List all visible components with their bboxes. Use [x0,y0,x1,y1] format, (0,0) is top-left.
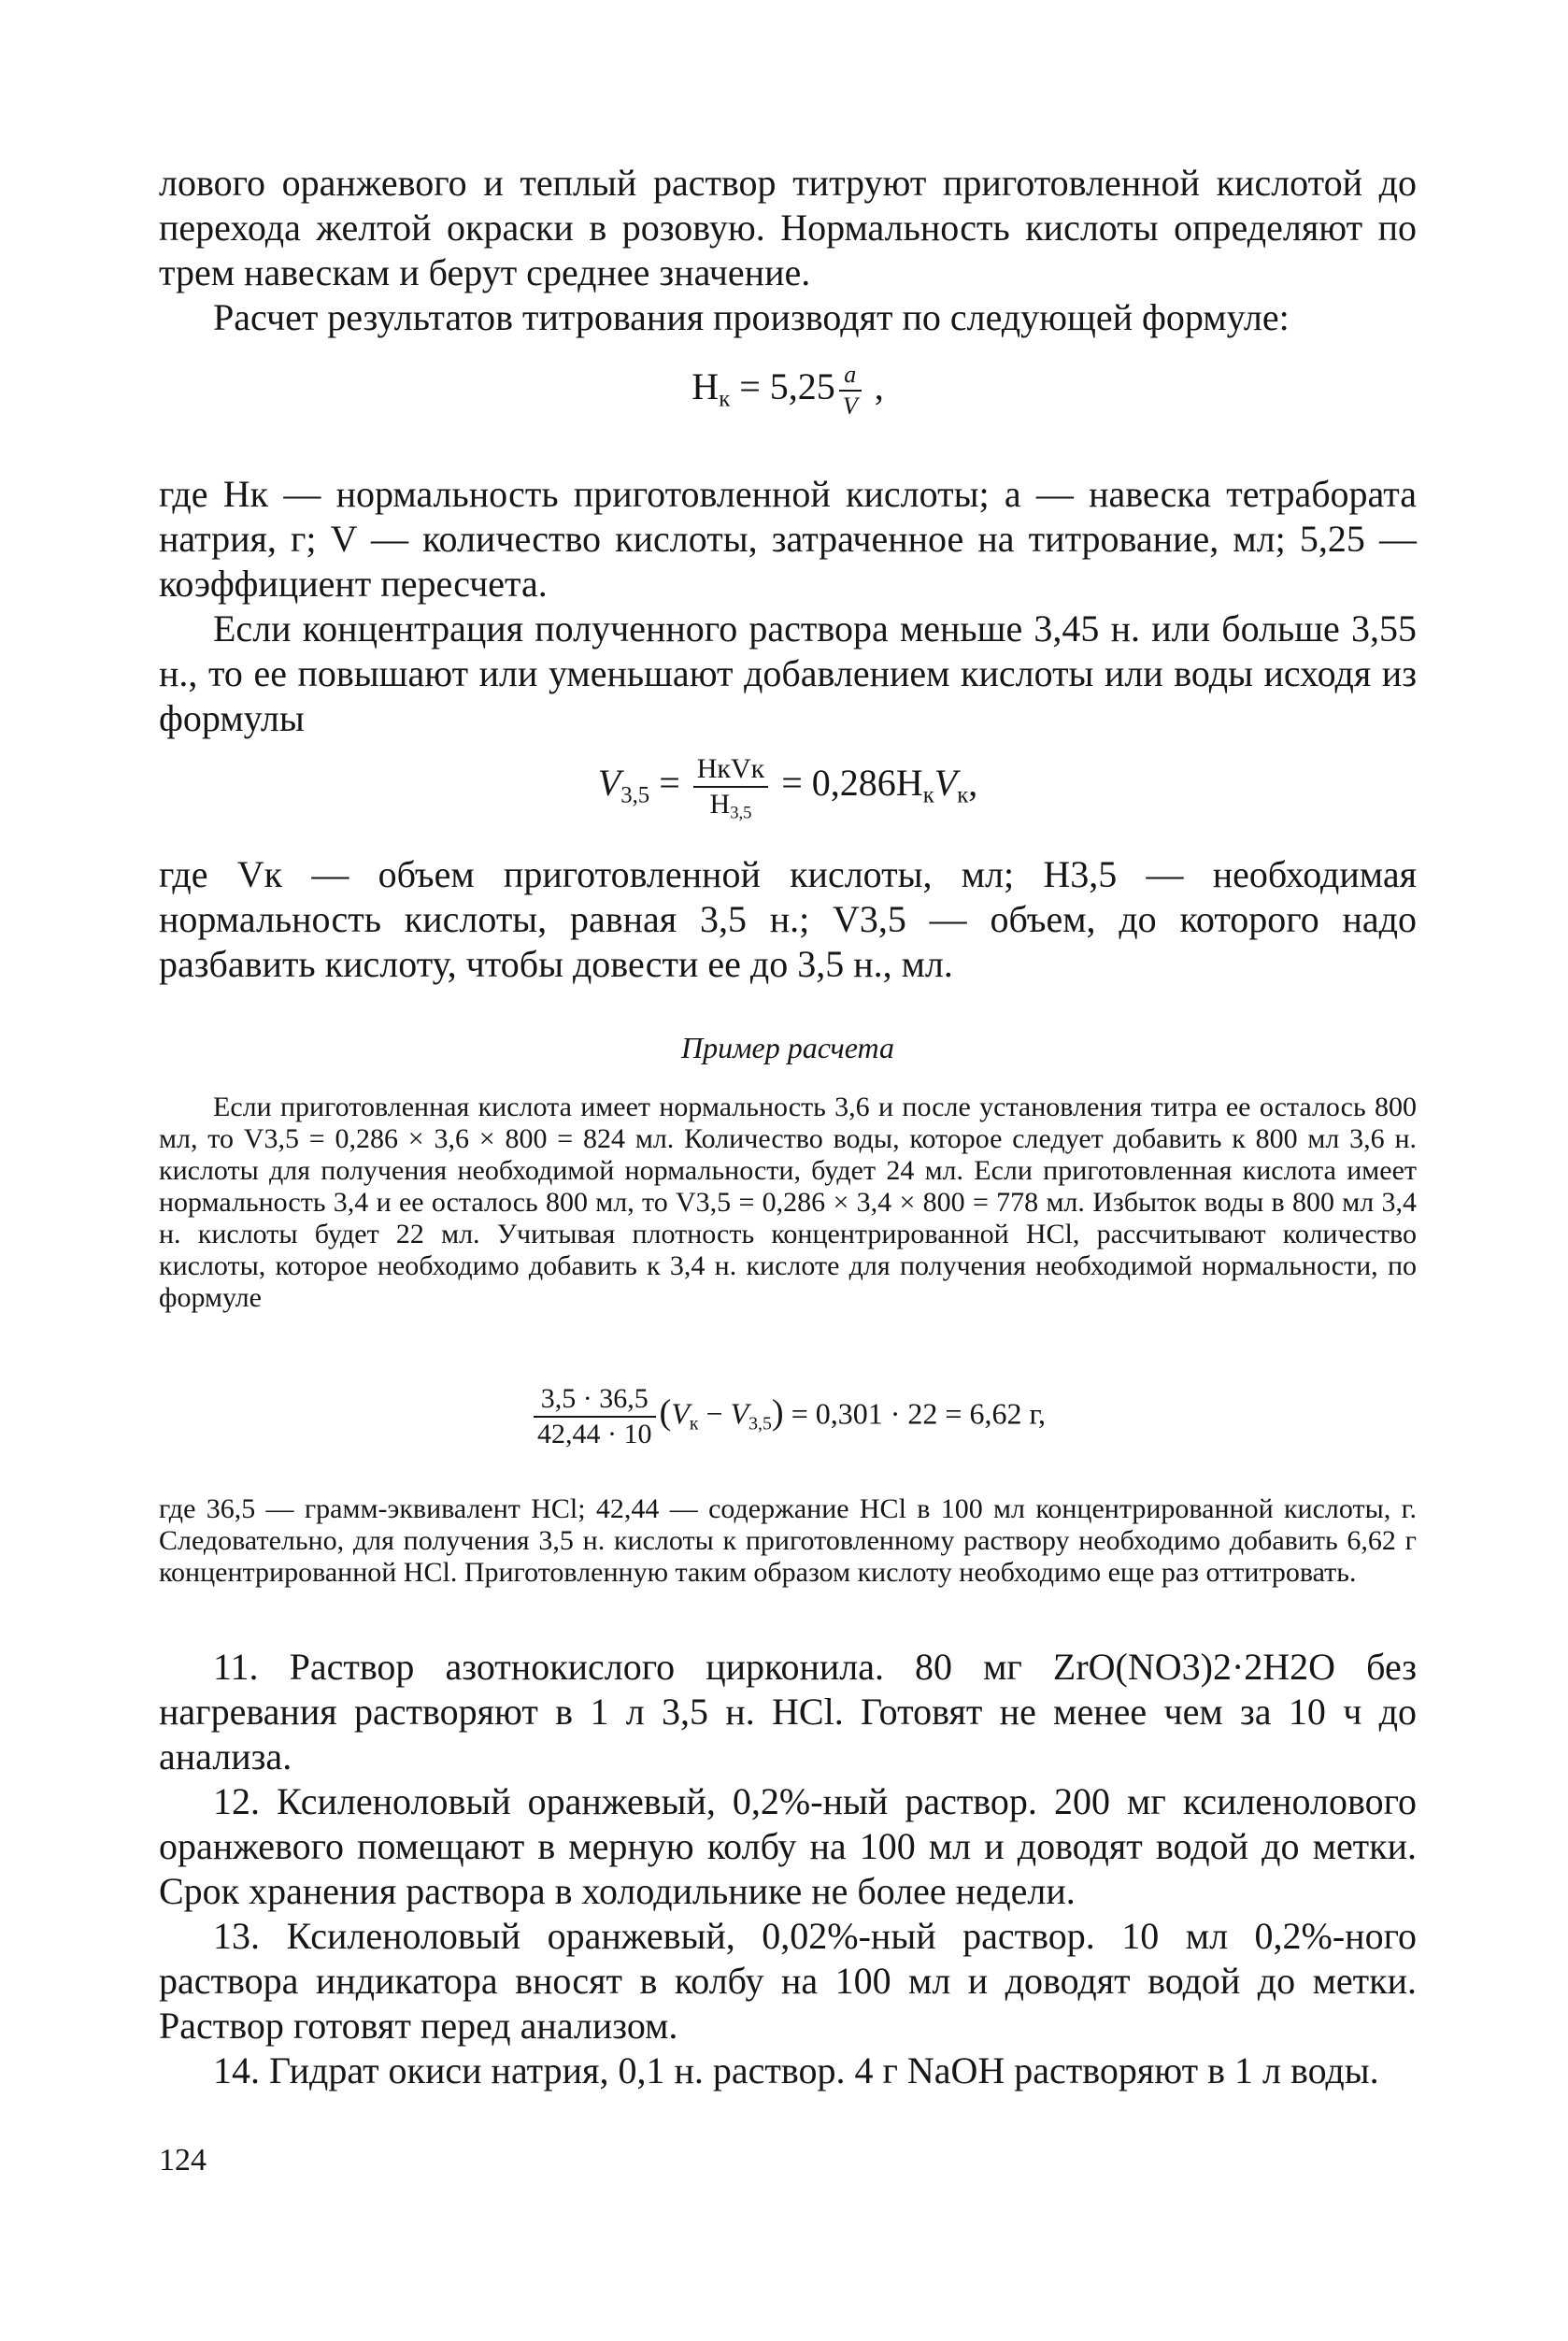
formula1-numerator: a [839,363,862,392]
formula2-lhs: V [597,762,621,805]
example-paragraph: Если приготовленная кислота имеет нормальность 3,6 и после установления титра ее осталось 800 мл, то V3,5 = 0,286 × 3,6 × 800 = 824 мл. Количество воды, которое следует добавить к 800 мл 3,6 н. кислоты для получения необходимой нормальности, будет 24 мл. Если приготовленная кислота имеет нормальность 3,4 и ее осталось 800 мл, то V3,5 = 0,286 × 3,4 × 800 = 778 мл. Избыток воды в 800 мл 3,4 н. кислоты будет 22 мл. Учитывая плотность концентрированной HCl, рассчитывают количество кислоты, которое необходимо добавить к 3,4 н. кислоте для получения необходимой нормальности, по формуле [159,1092,1417,1313]
formula3-v35: V [730,1396,749,1431]
formula2-numerator: НкVк [693,755,768,788]
paragraph-definitions: где Нк — нормальность приготовленной кислоты; а — навеска тетрабората натрия, г; V — количество кислоты, затраченное на титрование, мл; 5,25 — коэффициент пересчета. [159,473,1417,605]
formula3-rhs: = 0,301 · 22 = 6,62 г, [783,1396,1046,1431]
formula2-eq: = [649,762,690,805]
formula1-fraction [839,363,862,419]
example-text-block [159,1092,1417,1314]
formula2-fraction [693,753,768,823]
formula1-denominator: V [842,393,858,420]
formula1-eq: = 5,25 [730,365,835,408]
paragraph-intro: лового оранжевого и теплый раствор титруют приготовленной кислотой до перехода желтой окраски в розовую. Нормальность кислоты определяют по трем навескам и берут среднее значение. [159,162,1417,293]
formula3-paren-open: ( [659,1392,672,1433]
example-heading: Пример расчета [680,1031,895,1064]
formula2-rhs: = 0,286Н [772,762,923,805]
formula2-rhs-sub1: к [922,782,934,808]
example-after-block [159,1493,1417,1589]
formula3-fraction [534,1385,656,1449]
formula2-tail: , [968,762,978,805]
paragraph-concentration: Если концентрация полученного раствора меньше 3,45 н. или больше 3,55 н., то ее повышают или уменьшают добавлением кислоты или воды исходя из формулы [159,607,1417,739]
formula2-lhs-sub: 3,5 [620,782,650,808]
list-item: 13. Ксиленоловый оранжевый, 0,02%-ный раствор. 10 мл 0,2%-ного раствора индикатора вносят в колбу на 100 мл и доводят водой до метки. Раствор готовят перед анализом. [159,1915,1417,2047]
formula3-numerator: 3,5 · 36,5 [534,1385,656,1418]
formula2-den-sub: 3,5 [730,803,752,823]
variables-block [159,852,1417,987]
list-item: 14. Гидрат окиси натрия, 0,1 н. раствор. 4 г NaOH растворяют в 1 л воды. [213,2049,1379,2091]
page-number: 124 [159,2143,207,2177]
formula2-rhs-v: V [934,762,958,805]
reagent-list [159,1645,1417,2093]
formula1-lhs-sub: к [719,386,731,412]
formula3-vk-sub: к [689,1413,699,1435]
formula3-paren-close: ) [771,1392,784,1433]
formula1-lhs: Н [691,365,720,408]
formula2-rhs-sub2: к [957,782,969,808]
formula3-minus: − [698,1396,731,1431]
definitions-block [159,472,1417,741]
formula1-tail: , [864,365,884,408]
paragraph-variables: где Vк — объем приготовленной кислоты, мл; Н3,5 — необходимая нормальность кислоты, равная 3,5 н.; V3,5 — объем, до которого надо разбавить кислоту, чтобы довести ее до 3,5 н., мл. [159,853,1417,985]
intro-block [159,161,1417,340]
list-item: 12. Ксиленоловый оранжевый, 0,2%-ный раствор. 200 мг ксиленолового оранжевого помещают в мерную колбу на 100 мл и доводят водой до метки. Срок хранения раствора в холодильнике не более недели. [159,1780,1417,1912]
list-item: 11. Раствор азотнокислого цирконила. 80 мг ZrO(NO3)2·2H2O без нагревания растворяют в 1 л 3,5 н. HCl. Готовят не менее чем за 10 ч до анализа. [159,1646,1417,1777]
formula3-v35-sub: 3,5 [748,1413,772,1435]
example-after-paragraph: где 36,5 — грамм-эквивалент HCl; 42,44 — содержание HCl в 100 мл концентрированной кислоты, г. Следовательно, для получения 3,5 н. кислоты к приготовленному раствору необходимо добавить 6,62 г концентрированной HCl. Приготовленную таким образом кислоту необходимо еще раз оттитровать. [159,1493,1417,1588]
formula2-denominator [693,788,768,823]
formula3-denominator: 42,44 · 10 [537,1419,652,1449]
formula3-vk: V [671,1396,690,1431]
paragraph-calculation: Расчет результатов титрования производят по следующей формуле: [213,296,1290,338]
formula2-den-base: Н [709,789,731,820]
